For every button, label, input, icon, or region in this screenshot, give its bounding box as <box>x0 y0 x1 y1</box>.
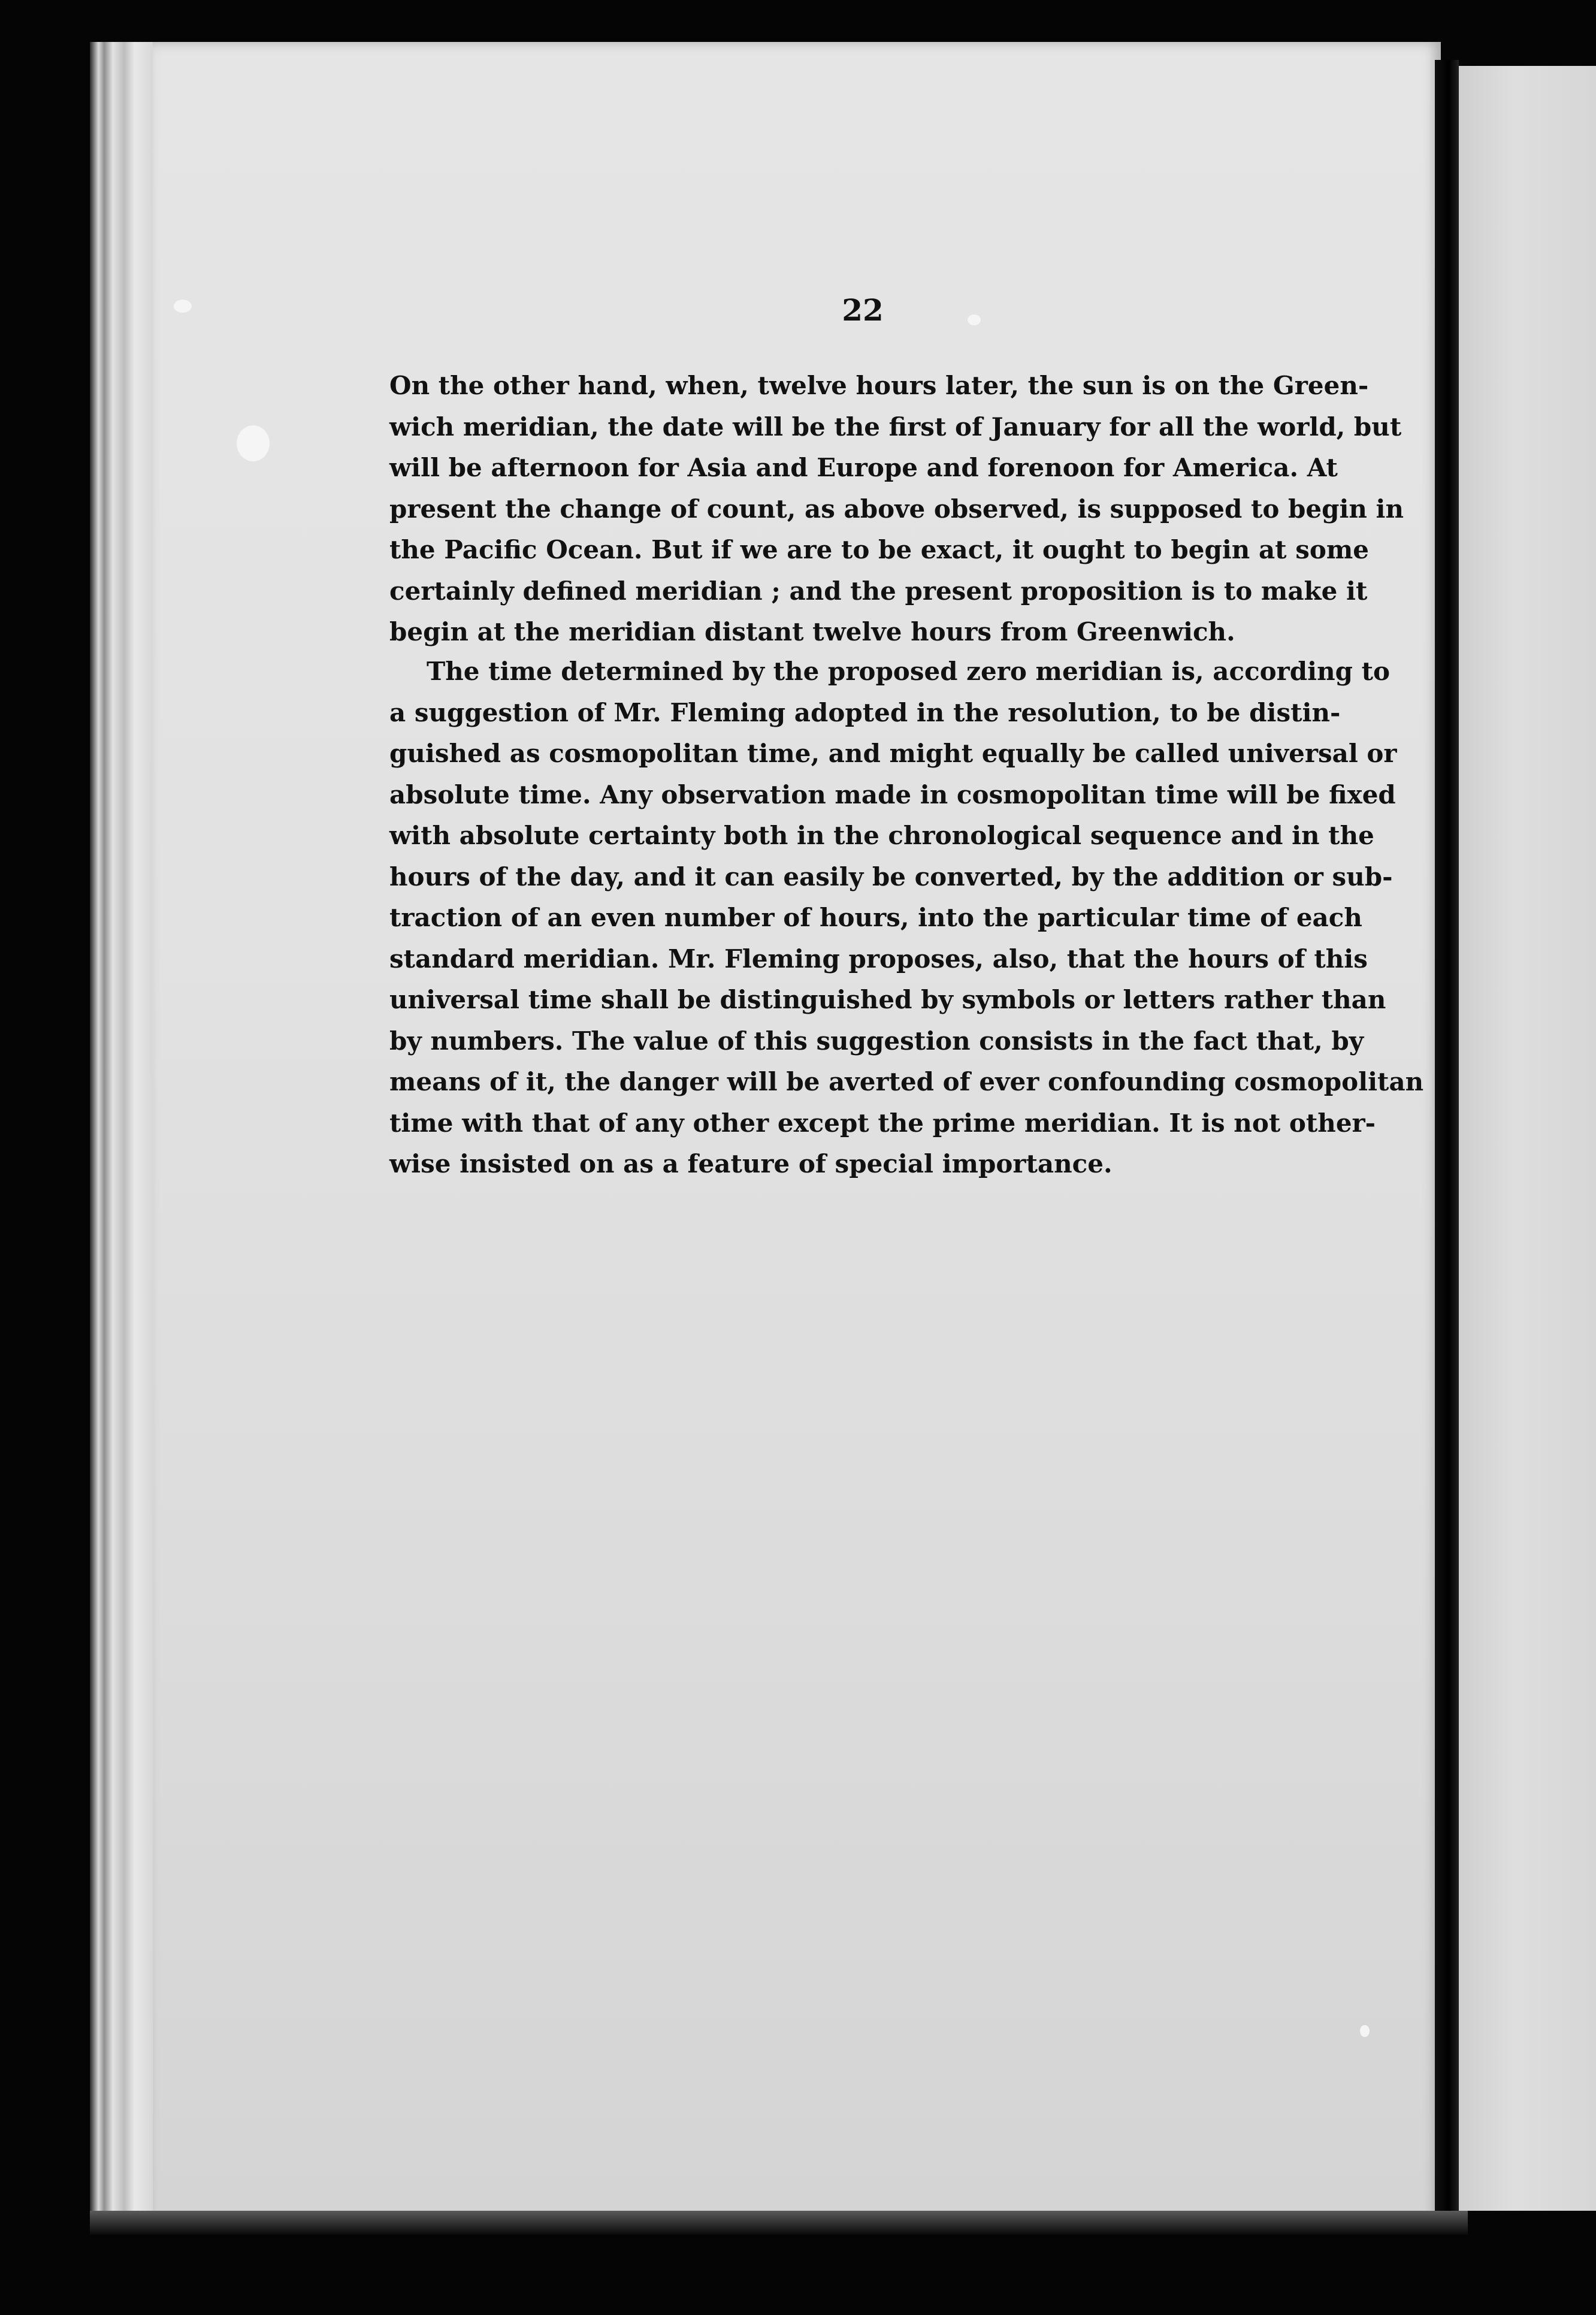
text-line: universal time shall be distinguished by symbols or letters rather than <box>389 985 1386 1014</box>
text-line: begin at the meridian distant twelve hours from Greenwich. <box>389 617 1235 646</box>
dust-speck <box>237 425 270 461</box>
dust-speck <box>1360 2025 1370 2037</box>
text-line: hours of the day, and it can easily be converted, by the addition or sub- <box>389 862 1393 891</box>
text-line: On the other hand, when, twelve hours later, the sun is on the Green- <box>389 371 1369 400</box>
paragraph-2 <box>389 651 1424 1185</box>
text-line: will be afternoon for Asia and Europe and forenoon for America. At <box>389 453 1338 482</box>
bottom-shadow <box>90 2211 1468 2235</box>
text-line: means of it, the danger will be averted of ever confounding cosmopolitan <box>389 1067 1424 1096</box>
text-line: standard meridian. Mr. Fleming proposes, also, that the hours of this <box>389 944 1368 974</box>
text-line: traction of an even number of hours, into the particular time of each <box>389 903 1362 932</box>
text-line: time with that of any other except the prime meridian. It is not other- <box>389 1108 1376 1138</box>
book-spine <box>1435 60 1459 2217</box>
text-line: the Pacific Ocean. But if we are to be exact, it ought to begin at some <box>389 535 1370 564</box>
text-line: by numbers. The value of this suggestion consists in the fact that, by <box>389 1026 1364 1056</box>
text-line: a suggestion of Mr. Fleming adopted in the resolution, to be distin- <box>389 697 1341 727</box>
text-line: The time determined by the proposed zero meridian is, according to <box>427 657 1391 686</box>
text-line: certainly defined meridian ; and the present proposition is to make it <box>389 576 1368 606</box>
facing-page <box>1459 66 1596 2211</box>
page-number: 22 <box>842 292 884 328</box>
text-line: wise insisted on as a feature of special importance. <box>389 1149 1113 1178</box>
dust-speck <box>968 315 981 325</box>
text-line: with absolute certainty both in the chronological sequence and in the <box>389 821 1374 850</box>
text-line: wich meridian, the date will be the first of January for all the world, but <box>389 412 1402 442</box>
text-line: absolute time. Any observation made in cosmopolitan time will be fixed <box>389 779 1396 809</box>
paragraph-1 <box>389 365 1404 653</box>
text-line: guished as cosmopolitan time, and might equally be called universal or <box>389 739 1397 768</box>
text-line: present the change of count, as above observed, is supposed to begin in <box>389 494 1404 524</box>
dust-speck <box>174 300 192 313</box>
page-edges <box>90 42 162 2217</box>
